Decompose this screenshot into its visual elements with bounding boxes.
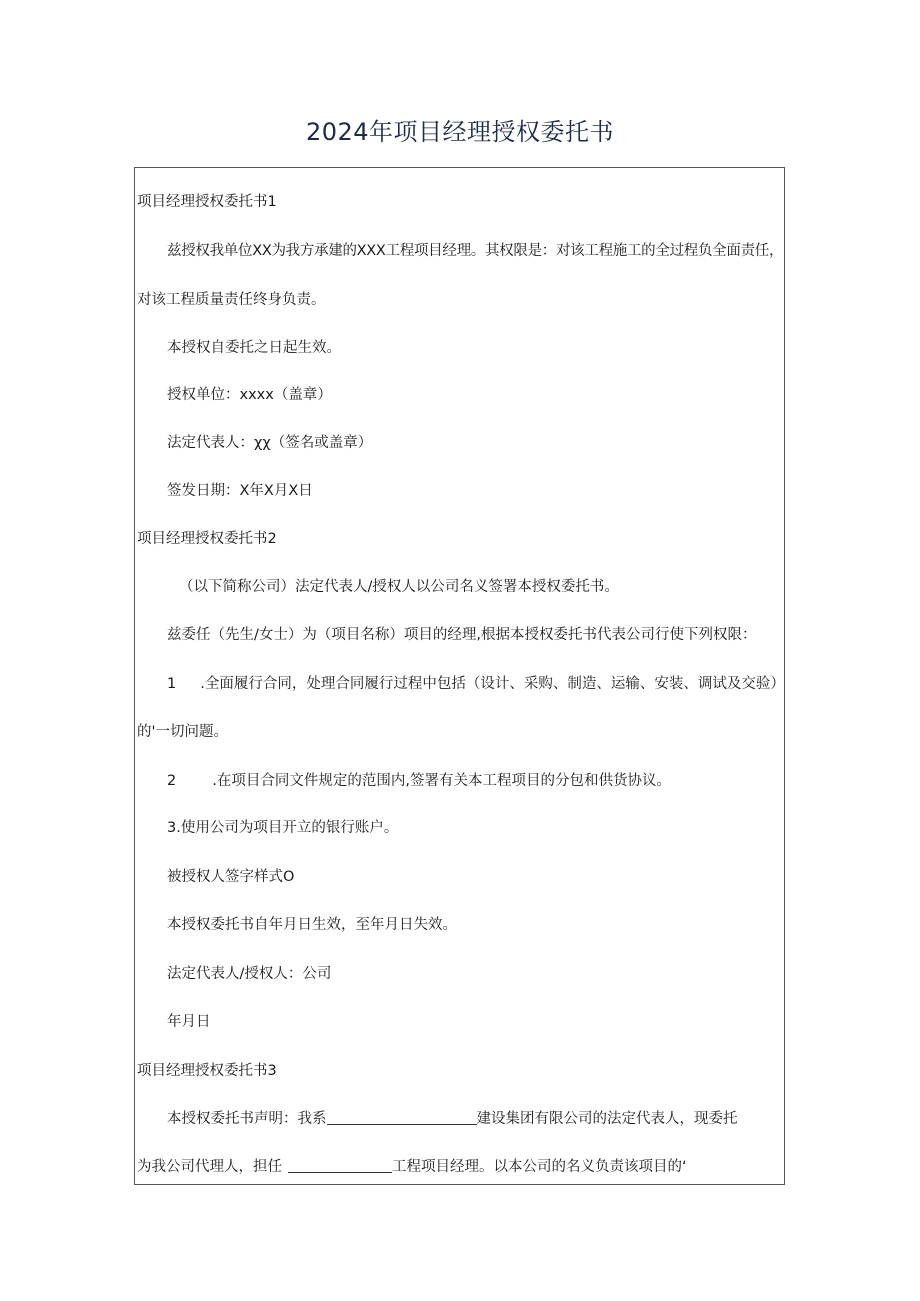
- section2-validity: 本授权委托书自年月日生效，至年月日失效。: [167, 917, 457, 933]
- section3-heading: 项目经理授权委托书3: [137, 1063, 277, 1079]
- section2-signature: 被授权人签字样式O: [167, 869, 295, 885]
- section2-rep: 法定代表人/授权人：公司: [167, 966, 332, 982]
- document-title: 2024年项目经理授权委托书: [305, 118, 615, 146]
- section1-unit: 授权单位：xxxx（盖章）: [167, 387, 332, 403]
- section2-item1: [167, 674, 785, 694]
- section3-para1: [167, 1109, 738, 1129]
- section3-para2-end: 工程项目经理。以本公司的名义负责该项目的‘: [392, 1159, 687, 1175]
- section2-para2: 兹委任（先生/女士）为（项目名称）项目的经理,根据本授权委托书代表公司行使下列权限：: [167, 627, 757, 643]
- section2-item1-text: .全面履行合同，处理合同履行过程中包括（设计、采购、制造、运输、安装、调试及交验）: [200, 676, 785, 692]
- section2-item3: 3.使用公司为项目开立的银行账户。: [167, 820, 399, 836]
- section2-date: 年月日: [167, 1014, 211, 1030]
- section1-para1-line2: 对该工程质量责任终身负责。: [137, 292, 326, 308]
- section3-para1-end: 建设集团有限公司的法定代表人，现委托: [476, 1111, 738, 1127]
- section2-item2-text: .在项目合同文件规定的范围内,签署有关本工程项目的分包和供货协议。: [212, 773, 671, 789]
- section1-date: 签发日期：X年X月X日: [167, 483, 313, 499]
- section3-para1-start: 本授权委托书声明：我系: [167, 1111, 327, 1127]
- section1-para2: 本授权自委托之日起生效。: [167, 340, 341, 356]
- section1-para1-line1: 兹授权我单位XX为我方承建的XXX工程项目经理。其权限是：对该工程施工的全过程负全面责任，: [167, 243, 784, 259]
- document-frame: [134, 167, 785, 1185]
- section2-item1-continuation: 的'一切问题。: [137, 724, 228, 740]
- section2-item2: [167, 771, 671, 791]
- section3-para2-start: 为我公司代理人，担任: [137, 1159, 282, 1175]
- section1-heading: 项目经理授权委托书1: [137, 194, 277, 210]
- blank-field: [327, 1109, 477, 1125]
- section2-heading: 项目经理授权委托书2: [137, 531, 277, 547]
- section2-item1-number: 1: [167, 676, 177, 692]
- blank-field: [288, 1157, 392, 1173]
- section2-item2-number: 2: [167, 773, 177, 789]
- section3-para2: [137, 1157, 687, 1177]
- section1-legal-rep: 法定代表人：χχ（签名或盖章）: [167, 435, 373, 451]
- section2-para1: （以下简称公司）法定代表人/授权人以公司名义签署本授权委托书。: [179, 579, 619, 595]
